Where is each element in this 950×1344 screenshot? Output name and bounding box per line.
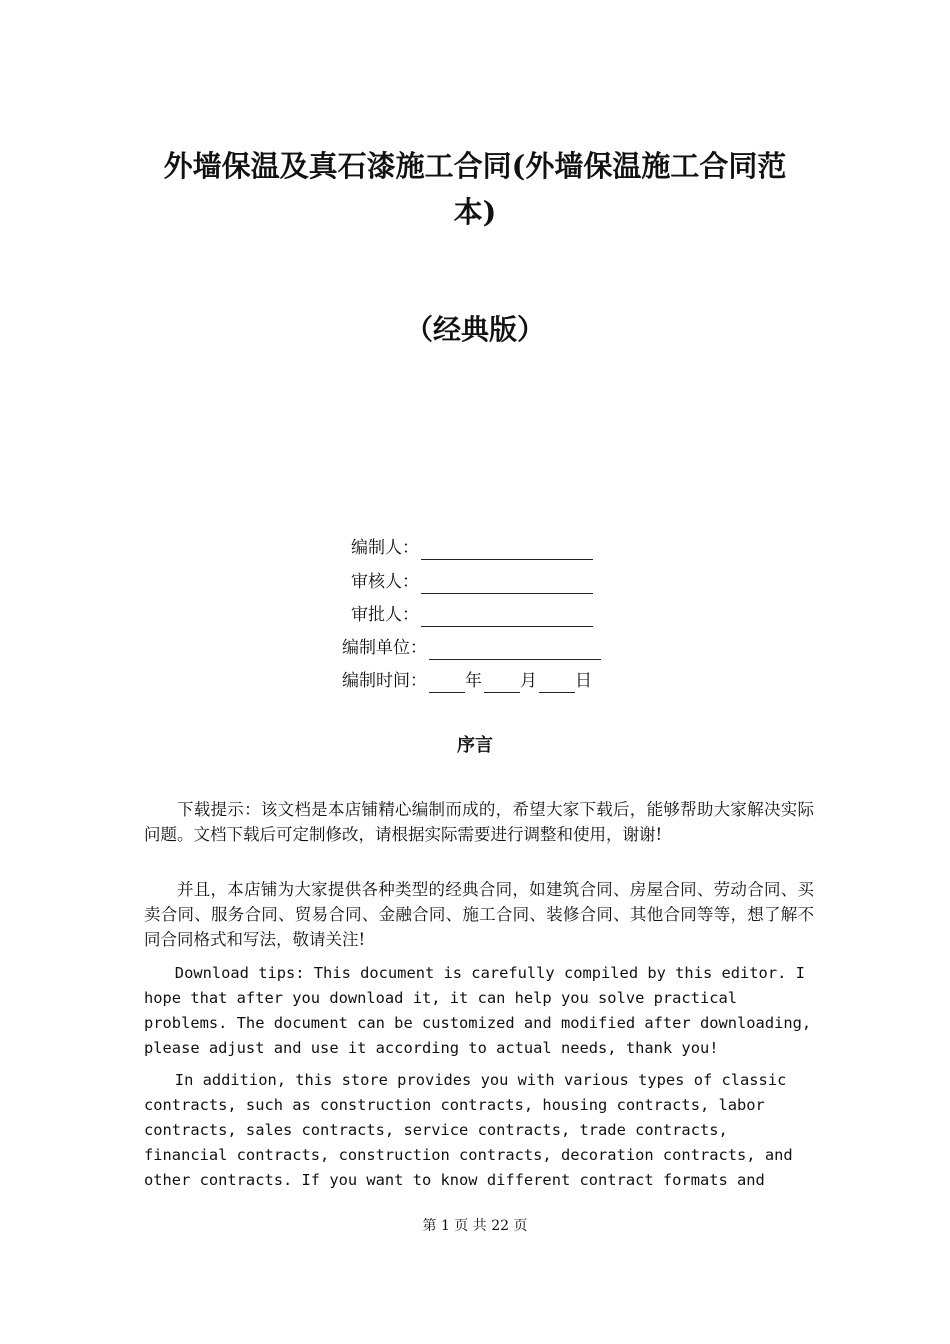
approver-row [351,603,593,627]
unit-label: 编制单位： [342,638,427,658]
month-label: 月 [520,671,537,691]
document-title-line-2: 本) [453,195,497,229]
day-label: 日 [575,671,592,691]
document-title [150,143,800,235]
month-blank[interactable] [484,672,520,693]
document-subtitle: （经典版） [404,313,545,346]
year-label: 年 [465,671,482,691]
approver-label: 审批人： [351,605,419,625]
reviewer-blank[interactable] [421,573,593,594]
compiler-label: 编制人： [351,538,419,558]
document-title-line-1: 外墙保温及真石漆施工合同(外墙保温施工合同范 [163,149,787,183]
preface-paragraph-cn-2: 并且，本店铺为大家提供各种类型的经典合同，如建筑合同、房屋合同、劳动合同、买卖合同、服务合同、贸易合同、金融合同、施工合同、装修合同、其他合同等等，想了解不同合同格式和写法，敬请关注! [144,880,814,949]
year-blank[interactable] [429,672,465,693]
time-label: 编制时间： [342,671,427,691]
preface-paragraph-en-1: Download tips: This document is carefully compiled by this editor. I hope that after you download it, it can help you solve practical problems. The document can be customized and modified after downloading, please adjust and use it according to actual needs, thank you! [144,964,812,1057]
unit-row [342,636,601,660]
approver-blank[interactable] [421,606,593,627]
preface-title: 序言 [457,735,493,756]
preface-paragraph-cn-1: 下载提示：该文档是本店铺精心编制而成的，希望大家下载后，能够帮助大家解决实际问题。文档下载后可定制修改，请根据实际需要进行调整和使用，谢谢! [144,800,814,844]
reviewer-row [351,570,593,594]
reviewer-label: 审核人： [351,572,419,592]
preface-paragraph-en-2: In addition, this store provides you with various types of classic contracts, such as construction contracts, housing contracts, labor contracts, sales contracts, service contracts, trade contracts, financial contracts, construction contracts, decoration contracts, and other contracts. If you want to know different contract formats and [144,1071,793,1189]
page-footer: 第 1 页 共 22 页 [422,1218,528,1234]
time-row [342,669,592,693]
unit-blank[interactable] [429,639,601,660]
day-blank[interactable] [539,672,575,693]
compiler-row [351,536,593,560]
compiler-blank[interactable] [421,539,593,560]
